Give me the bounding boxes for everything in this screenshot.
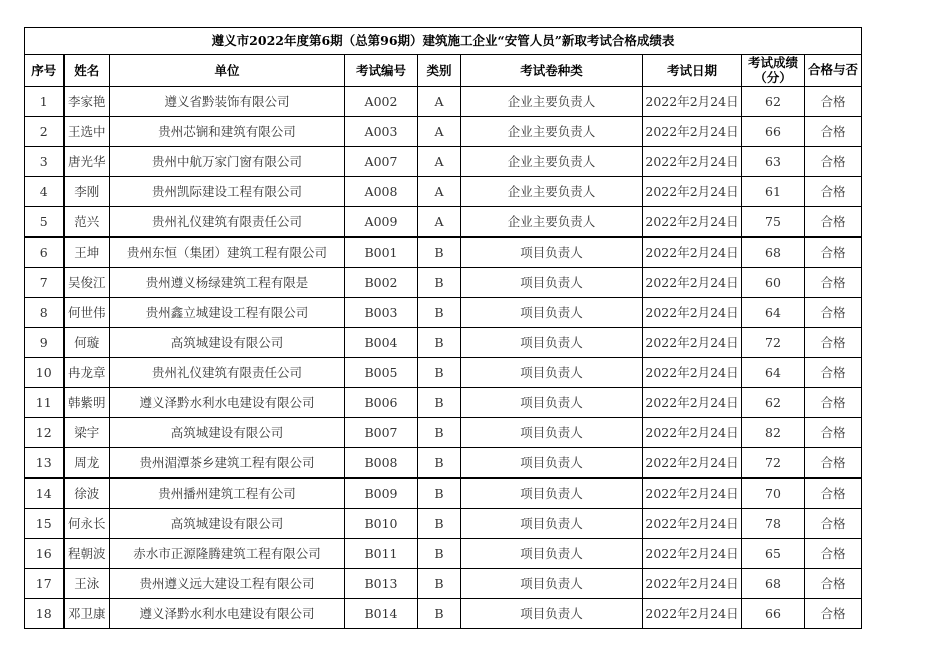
cell-person-name: 吴俊江 (64, 268, 110, 298)
cell-pass-status: 合格 (805, 237, 862, 268)
cell-exam-date: 2022年2月24日 (643, 599, 742, 629)
table-row (25, 599, 862, 629)
cell-exam-code: B014 (345, 599, 418, 629)
cell-category: A (418, 147, 461, 177)
cell-exam-code: B003 (345, 298, 418, 328)
cell-pass-status: 合格 (805, 117, 862, 147)
cell-paper-type: 项目负责人 (461, 448, 643, 479)
cell-exam-code: B002 (345, 268, 418, 298)
cell-person-name: 周龙 (64, 448, 110, 479)
col-header-name: 姓名 (64, 55, 110, 87)
cell-row-number: 13 (25, 448, 64, 479)
cell-paper-type: 项目负责人 (461, 418, 643, 448)
cell-row-number: 1 (25, 87, 64, 117)
cell-pass-status: 合格 (805, 268, 862, 298)
table-row (25, 328, 862, 358)
cell-exam-score: 64 (742, 298, 805, 328)
cell-paper-type: 企业主要负责人 (461, 87, 643, 117)
cell-company-name: 贵州遵义远大建设工程有限公司 (110, 569, 345, 599)
cell-exam-code: B013 (345, 569, 418, 599)
cell-exam-score: 68 (742, 237, 805, 268)
cell-row-number: 10 (25, 358, 64, 388)
cell-paper-type: 项目负责人 (461, 388, 643, 418)
cell-person-name: 何璇 (64, 328, 110, 358)
cell-company-name: 遵义省黔装饰有限公司 (110, 87, 345, 117)
cell-row-number: 15 (25, 509, 64, 539)
cell-exam-code: B011 (345, 539, 418, 569)
cell-person-name: 韩紫明 (64, 388, 110, 418)
table-row (25, 418, 862, 448)
cell-exam-date: 2022年2月24日 (643, 268, 742, 298)
cell-exam-code: A008 (345, 177, 418, 207)
cell-exam-date: 2022年2月24日 (643, 237, 742, 268)
cell-pass-status: 合格 (805, 207, 862, 238)
cell-exam-date: 2022年2月24日 (643, 87, 742, 117)
table-row (25, 448, 862, 479)
cell-exam-code: A002 (345, 87, 418, 117)
cell-category: B (418, 448, 461, 479)
cell-company-name: 贵州芯锎和建筑有限公司 (110, 117, 345, 147)
cell-exam-score: 72 (742, 448, 805, 479)
cell-exam-score: 60 (742, 268, 805, 298)
cell-company-name: 高筑城建设有限公司 (110, 328, 345, 358)
header-row (25, 55, 862, 87)
col-header-category: 类别 (418, 55, 461, 87)
cell-category: A (418, 207, 461, 238)
cell-exam-score: 61 (742, 177, 805, 207)
cell-row-number: 8 (25, 298, 64, 328)
cell-person-name: 何世伟 (64, 298, 110, 328)
cell-category: B (418, 358, 461, 388)
table-row (25, 207, 862, 238)
table-row (25, 268, 862, 298)
cell-category: B (418, 509, 461, 539)
cell-exam-date: 2022年2月24日 (643, 147, 742, 177)
cell-company-name: 遵义泽黔水利水电建设有限公司 (110, 599, 345, 629)
cell-category: A (418, 117, 461, 147)
cell-pass-status: 合格 (805, 328, 862, 358)
cell-company-name: 贵州中航万家门窗有限公司 (110, 147, 345, 177)
cell-exam-date: 2022年2月24日 (643, 569, 742, 599)
cell-row-number: 7 (25, 268, 64, 298)
cell-paper-type: 项目负责人 (461, 268, 643, 298)
cell-person-name: 范兴 (64, 207, 110, 238)
cell-exam-code: B006 (345, 388, 418, 418)
cell-paper-type: 企业主要负责人 (461, 207, 643, 238)
cell-pass-status: 合格 (805, 478, 862, 509)
cell-exam-date: 2022年2月24日 (643, 117, 742, 147)
cell-exam-code: A009 (345, 207, 418, 238)
cell-person-name: 冉龙章 (64, 358, 110, 388)
cell-paper-type: 项目负责人 (461, 599, 643, 629)
table-title: 遵义市2022年度第6期（总第96期）建筑施工企业“安管人员”新取考试合格成绩表 (25, 28, 862, 55)
cell-exam-date: 2022年2月24日 (643, 298, 742, 328)
cell-exam-score: 78 (742, 509, 805, 539)
cell-exam-score: 64 (742, 358, 805, 388)
cell-category: B (418, 268, 461, 298)
cell-row-number: 14 (25, 478, 64, 509)
cell-exam-score: 82 (742, 418, 805, 448)
cell-category: B (418, 328, 461, 358)
results-table (24, 27, 862, 629)
col-header-result: 合格与否 (805, 55, 862, 87)
cell-paper-type: 企业主要负责人 (461, 147, 643, 177)
cell-category: B (418, 388, 461, 418)
cell-category: A (418, 87, 461, 117)
cell-exam-code: B004 (345, 328, 418, 358)
col-header-code: 考试编号 (345, 55, 418, 87)
table-row (25, 117, 862, 147)
cell-paper-type: 企业主要负责人 (461, 177, 643, 207)
cell-pass-status: 合格 (805, 509, 862, 539)
cell-exam-score: 66 (742, 117, 805, 147)
cell-paper-type: 项目负责人 (461, 539, 643, 569)
cell-person-name: 王选中 (64, 117, 110, 147)
cell-exam-date: 2022年2月24日 (643, 328, 742, 358)
cell-person-name: 唐光华 (64, 147, 110, 177)
cell-exam-date: 2022年2月24日 (643, 177, 742, 207)
cell-company-name: 贵州东恒（集团）建筑工程有限公司 (110, 237, 345, 268)
cell-person-name: 李家艳 (64, 87, 110, 117)
cell-row-number: 6 (25, 237, 64, 268)
cell-person-name: 邓卫康 (64, 599, 110, 629)
cell-exam-code: B009 (345, 478, 418, 509)
cell-row-number: 3 (25, 147, 64, 177)
cell-exam-date: 2022年2月24日 (643, 509, 742, 539)
cell-row-number: 16 (25, 539, 64, 569)
cell-exam-code: B008 (345, 448, 418, 479)
cell-company-name: 贵州礼仪建筑有限责任公司 (110, 207, 345, 238)
cell-exam-date: 2022年2月24日 (643, 207, 742, 238)
cell-pass-status: 合格 (805, 388, 862, 418)
cell-company-name: 贵州鑫立城建设工程有限公司 (110, 298, 345, 328)
cell-exam-date: 2022年2月24日 (643, 358, 742, 388)
cell-person-name: 何永长 (64, 509, 110, 539)
cell-exam-code: B010 (345, 509, 418, 539)
cell-exam-score: 62 (742, 87, 805, 117)
cell-paper-type: 项目负责人 (461, 509, 643, 539)
cell-category: B (418, 478, 461, 509)
cell-company-name: 遵义泽黔水利水电建设有限公司 (110, 388, 345, 418)
cell-row-number: 9 (25, 328, 64, 358)
cell-exam-date: 2022年2月24日 (643, 388, 742, 418)
cell-row-number: 18 (25, 599, 64, 629)
table-row (25, 569, 862, 599)
cell-row-number: 12 (25, 418, 64, 448)
cell-exam-code: A007 (345, 147, 418, 177)
table-row (25, 478, 862, 509)
cell-category: B (418, 539, 461, 569)
cell-company-name: 贵州播州建筑工程有公司 (110, 478, 345, 509)
cell-exam-score: 68 (742, 569, 805, 599)
cell-pass-status: 合格 (805, 358, 862, 388)
cell-exam-code: B005 (345, 358, 418, 388)
cell-exam-code: A003 (345, 117, 418, 147)
cell-exam-score: 65 (742, 539, 805, 569)
cell-category: B (418, 569, 461, 599)
cell-exam-score: 72 (742, 328, 805, 358)
cell-pass-status: 合格 (805, 539, 862, 569)
cell-exam-score: 63 (742, 147, 805, 177)
cell-row-number: 5 (25, 207, 64, 238)
cell-paper-type: 项目负责人 (461, 298, 643, 328)
cell-pass-status: 合格 (805, 298, 862, 328)
table-row (25, 177, 862, 207)
cell-pass-status: 合格 (805, 418, 862, 448)
cell-company-name: 贵州湄潭茶乡建筑工程有限公司 (110, 448, 345, 479)
col-header-no: 序号 (25, 55, 64, 87)
cell-exam-score: 75 (742, 207, 805, 238)
cell-company-name: 贵州礼仪建筑有限责任公司 (110, 358, 345, 388)
cell-company-name: 高筑城建设有限公司 (110, 418, 345, 448)
cell-paper-type: 项目负责人 (461, 328, 643, 358)
cell-person-name: 王坤 (64, 237, 110, 268)
cell-pass-status: 合格 (805, 569, 862, 599)
table-row (25, 358, 862, 388)
cell-paper-type: 项目负责人 (461, 478, 643, 509)
cell-company-name: 贵州遵义杨绿建筑工程有限是 (110, 268, 345, 298)
cell-paper-type: 项目负责人 (461, 569, 643, 599)
cell-exam-date: 2022年2月24日 (643, 418, 742, 448)
table-row (25, 539, 862, 569)
cell-exam-score: 66 (742, 599, 805, 629)
table-row (25, 298, 862, 328)
cell-exam-code: B007 (345, 418, 418, 448)
cell-category: A (418, 177, 461, 207)
cell-exam-date: 2022年2月24日 (643, 539, 742, 569)
cell-category: B (418, 418, 461, 448)
cell-person-name: 王泳 (64, 569, 110, 599)
cell-row-number: 17 (25, 569, 64, 599)
cell-row-number: 2 (25, 117, 64, 147)
col-header-unit: 单位 (110, 55, 345, 87)
table-row (25, 237, 862, 268)
table-row (25, 509, 862, 539)
cell-company-name: 高筑城建设有限公司 (110, 509, 345, 539)
cell-paper-type: 项目负责人 (461, 237, 643, 268)
cell-pass-status: 合格 (805, 147, 862, 177)
cell-person-name: 李刚 (64, 177, 110, 207)
cell-company-name: 贵州凯际建设工程有限公司 (110, 177, 345, 207)
table-row (25, 147, 862, 177)
col-header-score: 考试成绩（分） (742, 55, 805, 87)
cell-company-name: 赤水市正源隆腾建筑工程有限公司 (110, 539, 345, 569)
cell-exam-code: B001 (345, 237, 418, 268)
cell-exam-score: 62 (742, 388, 805, 418)
cell-pass-status: 合格 (805, 87, 862, 117)
cell-exam-date: 2022年2月24日 (643, 478, 742, 509)
cell-pass-status: 合格 (805, 599, 862, 629)
cell-pass-status: 合格 (805, 177, 862, 207)
cell-paper-type: 企业主要负责人 (461, 117, 643, 147)
cell-exam-score: 70 (742, 478, 805, 509)
cell-person-name: 梁宇 (64, 418, 110, 448)
cell-paper-type: 项目负责人 (461, 358, 643, 388)
cell-row-number: 11 (25, 388, 64, 418)
cell-row-number: 4 (25, 177, 64, 207)
cell-category: B (418, 599, 461, 629)
table-row (25, 388, 862, 418)
cell-category: B (418, 298, 461, 328)
cell-person-name: 程朝波 (64, 539, 110, 569)
cell-exam-date: 2022年2月24日 (643, 448, 742, 479)
cell-person-name: 徐波 (64, 478, 110, 509)
col-header-paper-type: 考试卷种类 (461, 55, 643, 87)
table-row (25, 87, 862, 117)
col-header-date: 考试日期 (643, 55, 742, 87)
cell-category: B (418, 237, 461, 268)
cell-pass-status: 合格 (805, 448, 862, 479)
